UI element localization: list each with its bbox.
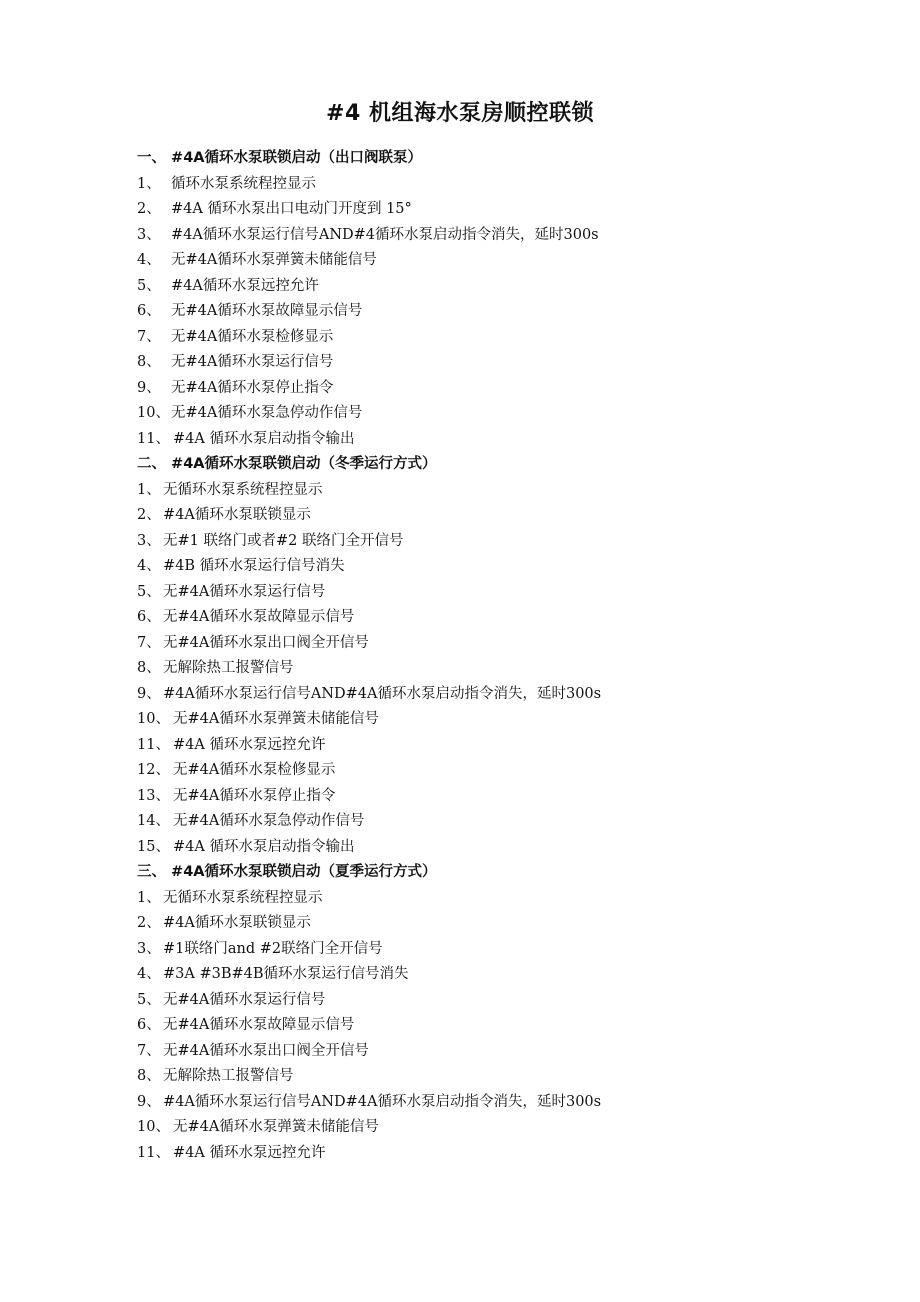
list-item [137, 962, 857, 988]
list-item [137, 401, 857, 427]
item-number: 8、 [137, 660, 161, 676]
item-number: 7、 [137, 634, 161, 651]
item-text: 无#4A循环水泵故障显示信号 [163, 609, 355, 625]
item-number: 5、 [137, 277, 161, 294]
list-item [137, 427, 857, 453]
item-text: #4A循环水泵联锁显示 [163, 507, 311, 523]
list-item [137, 1064, 857, 1090]
item-number: 11、 [137, 1144, 170, 1161]
list-item [137, 172, 857, 198]
item-number: 3、 [137, 226, 161, 243]
item-number: 8、 [137, 354, 161, 370]
item-text: 无解除热工报警信号 [163, 1068, 294, 1084]
item-text: 无#4A循环水泵弹簧未储能信号 [171, 252, 377, 268]
section-winter-mode-interlock [137, 452, 857, 860]
item-text: 无循环水泵系统程控显示 [163, 481, 323, 498]
list-item [137, 325, 857, 351]
item-number: 11、 [137, 736, 170, 753]
item-text: #4A 循环水泵远控允许 [173, 736, 326, 753]
list-item [137, 223, 857, 249]
list-item [137, 248, 857, 274]
item-number: 9、 [137, 1093, 161, 1110]
list-item [137, 707, 857, 733]
list-item [137, 937, 857, 963]
item-number: 13、 [137, 787, 170, 804]
item-number: 7、 [137, 328, 161, 345]
item-number: 8、 [137, 1068, 161, 1084]
item-text: #4A 循环水泵启动指令输出 [173, 838, 355, 855]
item-number: 1、 [137, 889, 161, 906]
item-number: 3、 [137, 940, 161, 957]
item-number: 2、 [137, 201, 161, 217]
item-text: 无#4A循环水泵急停动作信号 [171, 405, 363, 421]
item-text: #4A循环水泵远控允许 [171, 277, 319, 294]
list-item [137, 1141, 857, 1167]
list-item [137, 274, 857, 300]
document-body [137, 146, 857, 1166]
list-item [137, 376, 857, 402]
item-number: 9、 [137, 685, 161, 702]
item-text: 无#4A循环水泵停止指令 [171, 379, 334, 396]
list-item [137, 503, 857, 529]
item-number: 10、 [137, 405, 170, 421]
item-text: #4A循环水泵运行信号AND#4A循环水泵启动指令消失，延时300s [163, 1093, 602, 1110]
list-item [137, 529, 857, 555]
item-number: 6、 [137, 1017, 161, 1033]
item-text: 无#4A循环水泵检修显示 [171, 328, 334, 345]
item-text: 无#4A循环水泵停止指令 [173, 787, 336, 804]
list-item [137, 554, 857, 580]
section-heading: 一、 #4A循环水泵联锁启动（出口阀联泵） [137, 150, 423, 166]
item-text: 无#4A循环水泵运行信号 [163, 991, 326, 1008]
list-item [137, 911, 857, 937]
list-item [137, 886, 857, 912]
item-text: #4A循环水泵联锁显示 [163, 915, 311, 931]
list-item [137, 1090, 857, 1116]
item-text: #4A循环水泵运行信号AND#4循环水泵启动指令消失，延时300s [171, 226, 599, 243]
item-number: 1、 [137, 481, 161, 498]
item-number: 4、 [137, 252, 161, 268]
list-item [137, 605, 857, 631]
list-item [137, 733, 857, 759]
item-text: #1联络门and #2联络门全开信号 [163, 940, 383, 957]
item-text: 无循环水泵系统程控显示 [163, 889, 323, 906]
list-item [137, 656, 857, 682]
item-text: 无#4A循环水泵出口阀全开信号 [163, 634, 369, 651]
list-item [137, 835, 857, 861]
page-title: #4 机组海水泵房顺控联锁 [326, 101, 594, 126]
list-item [137, 1039, 857, 1065]
item-text: 无#4A循环水泵出口阀全开信号 [163, 1042, 369, 1059]
item-text: #3A #3B#4B循环水泵运行信号消失 [163, 966, 409, 982]
item-text: 无#4A循环水泵弹簧未储能信号 [173, 1119, 379, 1135]
item-number: 10、 [137, 711, 170, 727]
item-text: #4B 循环水泵运行信号消失 [163, 558, 345, 574]
section-outlet-valve-interlock [137, 146, 857, 452]
item-number: 1、 [137, 175, 161, 192]
item-number: 3、 [137, 532, 161, 549]
item-number: 2、 [137, 507, 161, 523]
item-number: 7、 [137, 1042, 161, 1059]
item-text: 无#4A循环水泵弹簧未储能信号 [173, 711, 379, 727]
item-number: 6、 [137, 609, 161, 625]
item-number: 10、 [137, 1119, 170, 1135]
list-item [137, 631, 857, 657]
list-item [137, 1115, 857, 1141]
list-item [137, 809, 857, 835]
item-number: 6、 [137, 303, 161, 319]
section-heading: 二、 #4A循环水泵联锁启动（冬季运行方式） [137, 456, 437, 472]
item-number: 4、 [137, 558, 161, 574]
item-text: 无#4A循环水泵运行信号 [171, 354, 334, 370]
item-number: 9、 [137, 379, 161, 396]
list-item [137, 350, 857, 376]
list-item [137, 299, 857, 325]
item-text: 循环水泵系统程控显示 [171, 175, 316, 192]
item-number: 12、 [137, 762, 170, 778]
list-item [137, 758, 857, 784]
item-number: 5、 [137, 991, 161, 1008]
item-text: 无解除热工报警信号 [163, 660, 294, 676]
item-text: 无#4A循环水泵故障显示信号 [171, 303, 363, 319]
list-item [137, 197, 857, 223]
item-number: 2、 [137, 915, 161, 931]
item-text: 无#4A循环水泵检修显示 [173, 762, 336, 778]
list-item [137, 580, 857, 606]
item-text: #4A 循环水泵启动指令输出 [173, 430, 355, 447]
list-item [137, 988, 857, 1014]
item-number: 11、 [137, 430, 170, 447]
list-item [137, 682, 857, 708]
list-item [137, 784, 857, 810]
item-text: 无#4A循环水泵故障显示信号 [163, 1017, 355, 1033]
section-heading: 三、 #4A循环水泵联锁启动（夏季运行方式） [137, 864, 437, 880]
item-text: #4A 循环水泵出口电动门开度到 15° [171, 201, 412, 217]
item-text: 无#4A循环水泵运行信号 [163, 583, 326, 600]
item-number: 5、 [137, 583, 161, 600]
item-text: #4A循环水泵运行信号AND#4A循环水泵启动指令消失，延时300s [163, 685, 602, 702]
item-text: 无#4A循环水泵急停动作信号 [173, 813, 365, 829]
list-item [137, 1013, 857, 1039]
item-number: 15、 [137, 838, 170, 855]
item-number: 14、 [137, 813, 170, 829]
list-item [137, 478, 857, 504]
item-text: #4A 循环水泵远控允许 [173, 1144, 326, 1161]
item-text: 无#1 联络门或者#2 联络门全开信号 [163, 532, 404, 549]
item-number: 4、 [137, 966, 161, 982]
section-summer-mode-interlock [137, 860, 857, 1166]
